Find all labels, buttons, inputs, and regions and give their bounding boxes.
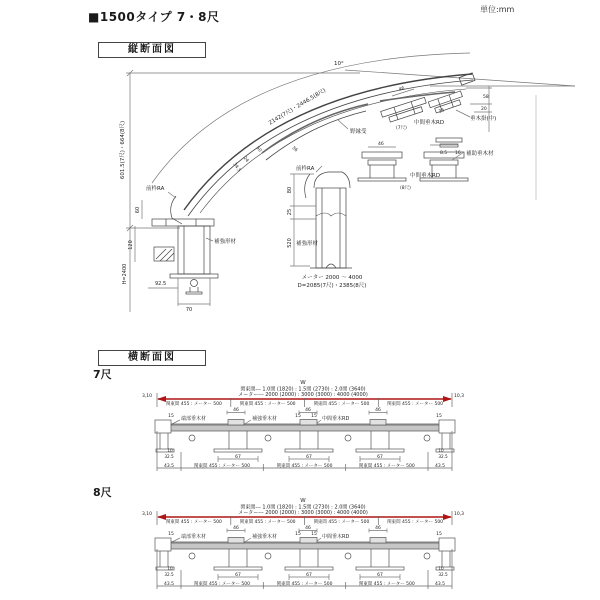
label-mid-rafter: 中間垂木RD	[322, 416, 350, 422]
dim-43-5-right: 43.5	[434, 464, 446, 469]
dim-32-5-right: 32.5	[438, 454, 448, 459]
hanging-brackets	[214, 431, 404, 452]
dim-70: 70	[185, 307, 193, 313]
dim-15-3: 15	[311, 414, 317, 419]
dim-25: 25	[287, 208, 293, 216]
dim-depth: D=2085(7尺)・2385(8尺)	[297, 283, 367, 289]
bottom-segment-3: 関東間 455 : メーター 500	[358, 464, 415, 469]
label-mid8-paren: (8尺)	[400, 186, 411, 191]
left-post	[152, 196, 218, 294]
w-label: W	[300, 380, 306, 386]
dim-overall-height: 601.5(7尺)・664(8尺)	[120, 120, 126, 180]
dim-arc-length: 2142(7尺)・2446.5(8尺)	[267, 87, 328, 127]
dim-46a: 46	[398, 86, 406, 93]
dim-24: 24	[241, 155, 250, 164]
label-reinf-rafter: 補強垂木材	[252, 416, 278, 422]
arc-small-dims	[231, 107, 448, 174]
dim-h2400: H=2400	[122, 263, 128, 285]
dim-35: 35	[438, 108, 446, 115]
dim-right-end: 10,3	[453, 394, 465, 399]
dim-meter-range: メーター 2000 〜 4000	[301, 275, 363, 281]
cross-title-8: 8尺	[93, 486, 112, 499]
dim-46b: 46	[378, 142, 384, 147]
dim-32-5-left: 32.5	[164, 454, 174, 459]
segment-2: 関東間 455 : メーター 500	[239, 402, 296, 407]
label-mid-rafter-8: 中間垂木RD	[410, 173, 441, 179]
dim-67-1: 67	[235, 455, 241, 460]
dim-36: 36	[290, 145, 299, 154]
dim-80: 80	[287, 186, 293, 194]
cross-section-7	[142, 380, 464, 471]
cross-section-8	[142, 498, 464, 589]
page-title: ■1500タイプ 7・8尺	[88, 10, 220, 24]
beam-holes	[189, 435, 430, 441]
dim-92-5: 92.5	[155, 281, 167, 287]
dim-43-5-left: 43.5	[163, 464, 175, 469]
dim-15-4: 15	[436, 414, 442, 419]
dim-roof-angle: 10°	[334, 61, 344, 67]
roof-arcs	[184, 73, 475, 216]
dim-10-right: 10	[438, 448, 444, 453]
label-mid-rafter-7: 中間垂木RD	[414, 120, 445, 126]
dim-60: 60	[135, 206, 141, 214]
segment-3: 関東間 455 : メーター 500	[313, 402, 370, 407]
small-bracket	[436, 138, 462, 147]
width-line2: メーター--- 2000 (2000) : 3000 (3000) : 4000 (4000)	[238, 392, 368, 398]
unit-label: 単位:mm	[480, 5, 515, 14]
section-label-cross: 横断面図	[98, 350, 206, 366]
label-reinforce-b: 補強形材	[296, 241, 319, 247]
width-line1: 関東間--- 1.0間 (1820) : 1.5間 (2730) : 2.0間 (3640)	[240, 386, 366, 393]
segment-4: 関東間 455 : メーター 500	[387, 402, 444, 407]
dim-50: 50	[254, 145, 263, 154]
dim-34-5: 34.5	[231, 162, 242, 174]
middle-post	[305, 172, 352, 268]
dim-15-2: 15	[295, 414, 301, 419]
hanger-assembly	[428, 86, 536, 200]
section-label-longitudinal: 縦断面図	[98, 42, 206, 58]
segment-1: 関東間 455 : メーター 500	[165, 402, 222, 407]
dim-520: 520	[287, 238, 293, 248]
left-post-dims	[130, 200, 210, 312]
dim-58: 58	[483, 95, 489, 100]
label-reinforce-a: 補強形材	[214, 239, 237, 245]
dim-16: 16	[455, 151, 461, 156]
dim-46-3: 46	[375, 408, 381, 413]
dim-46-2: 46	[305, 408, 311, 413]
middle-post-dims	[290, 174, 316, 266]
dim-8-5: 8.5	[440, 151, 448, 156]
label-front-frame-a: 前枠RA	[146, 186, 165, 192]
dim-20: 20	[481, 107, 487, 112]
longitudinal-drawing	[118, 53, 575, 313]
label-end-rafter: 端部垂木材	[181, 416, 207, 422]
dim-67-3: 67	[377, 455, 383, 460]
label-nobuchi: 野縁受	[350, 129, 367, 135]
dim-120: 120	[128, 240, 134, 250]
bottom-segment-1: 関東間 455 : メーター 500	[194, 464, 250, 469]
label-aux-rafter: 補助垂木材	[466, 151, 494, 157]
bottom-segment-2: 関東間 455 : メーター 500	[276, 464, 333, 469]
dim-46-1: 46	[233, 408, 239, 413]
dim-67-2: 67	[306, 455, 312, 460]
dim-10-left: 10	[167, 448, 173, 453]
label-rafter-hanger: 垂木掛(中)	[470, 116, 497, 122]
label-front-frame-b: 前枠RA	[296, 166, 315, 172]
dim-left-end: 3,10	[141, 394, 153, 399]
label-mid7-paren: (7尺)	[396, 126, 407, 131]
cross-title-7: 7尺	[93, 368, 112, 381]
dim-15-1: 15	[168, 414, 174, 419]
